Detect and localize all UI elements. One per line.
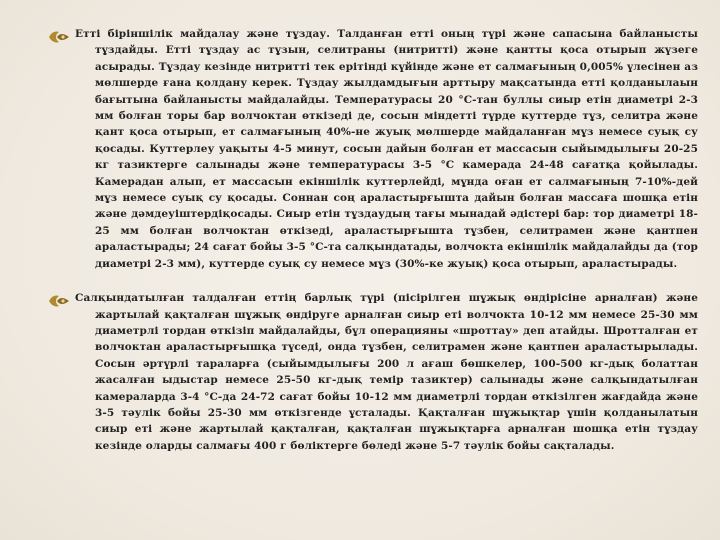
text-body (48, 26, 698, 472)
ornate-arrow-bullet-icon (48, 28, 70, 46)
paragraph-1 (48, 26, 698, 272)
paragraph-text: Салқындатылған талдалған еттің барлық түрі (пісірілген шұжық өндірісіне арналған) және жартылай қақталған шұжық өндіруге арналған сиыр еті волчокта 10-12 мм немесе 25-30 мм диаметрлі тордан өткізіп майдалайды, бұл операцияны «шроттау» деп атайды. Шротталған ет волчоктан араластырғышқа түседі, онда тұзбен, селитрамен және қантпен араластырылады. Сосын әртүрлі тараларға (сыйымдылығы 200 л ағаш бөшкелер, 100-500 кг-дық болаттан жасалған ыдыстар немесе 25-50 кг-дық темір тазиктер) салынады және салқындатылған камераларда 3-4 °С-да 24-72 сағат бойы 10-12 мм диаметрлі тордан өткізілген жағдайда және 3-5 тәулік бойы 25-30 мм өткізгенде ұсталады. Қақталған шұжықтар үшін қолданылатын сиыр еті және жартылай қақталған, қақталған шұжықтарға арналған шошқа етін тұздау кезінде оларды салмағы 400 г бөліктерге бөледі және 5-7 тәулік бойы сақталады. (75, 292, 698, 452)
paragraph-text: Етті біріншілік майдалау және тұздау. Талданған етті оның түрі және сапасына байланысты тұздайды. Етті тұздау ас тұзын, селитраны (нитритті) және қантты қоса отырып жүзеге асырады. Тұздау кезінде нитритті тек ерітінді күйінде және ет салмағының 0,005% үлесінен аз мөлшерде ғана қолдану керек. Тұздау жылдамдығын арттыру мақсатында етті қолданылаын бағытына байланысты майдалайды. Температурасы 20 °С-тан буллы сиыр етін диаметрі 2-3 мм болған торы бар волчоктан өткізеді де, сосын міндетті түрде куттерде тұз, селитра және қант қоса отырып, ет салмағының 40%-не жуық мөлшерде майдаланған мұз немесе суық су қосады. Куттерлеу уақыты 4-5 минут, сосын дайын болған ет массасын сыйымдылығы 20-25 кг тазиктерге салынады және температурасы 3-5 °С камерада 24-48 сағатқа қойылады. Камерадан алып, ет массасын екіншілік куттерлейді, мұнда оған ет салмағының 7-10%-дей мұз немесе суық су қосады. Соннан соң араластырғышта дайын болған массаға шошқа етін және дәмдеуіштердіқосады. Сиыр етін тұздаудың тағы мынадай әдістері бар: тор диаметрі 18-25 мм болған волчоктан өткізеді, араластырғышта тұзбен, селитрамен және қантпен араластырады; 24 сағат бойы 3-5 °С-та салқындатады, волчокта екіншілік майдалайды да (тор диаметрі 2-3 мм), куттерде суық су немесе мұз (30%-ке жуық) қоса отырып, араластырады. (75, 28, 698, 270)
paragraph-2 (48, 290, 698, 454)
ornate-arrow-bullet-icon (48, 292, 70, 310)
